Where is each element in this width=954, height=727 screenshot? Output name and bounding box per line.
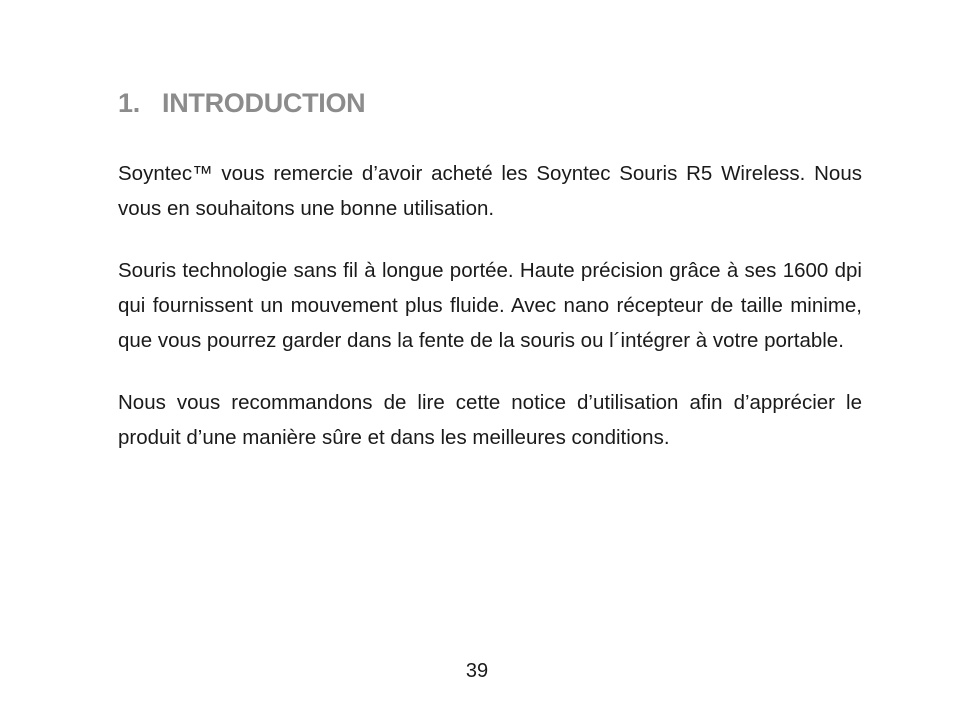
section-number: 1. [118, 88, 140, 118]
paragraph-recommendation: Nous vous recommandons de lire cette notice d’utilisation afin d’apprécier le produit d’une manière sûre et dans les meilleures conditions. [118, 391, 862, 449]
section-heading [118, 88, 365, 119]
paragraph-product-description: Souris technologie sans fil à longue portée. Haute précision grâce à ses 1600 dpi qui fournissent un mouvement plus fluide. Avec nano récepteur de taille minime, que vous pourrez garder dans la fente de la souris ou l´intégrer à votre portable. [118, 259, 862, 352]
page-number: 39 [465, 660, 489, 682]
paragraph-thanks: Soyntec™ vous remercie d’avoir acheté les Soyntec Souris R5 Wireless. Nous vous en souhaitons une bonne utilisation. [118, 162, 862, 220]
body-text [118, 156, 862, 482]
section-title: INTRODUCTION [162, 88, 366, 118]
